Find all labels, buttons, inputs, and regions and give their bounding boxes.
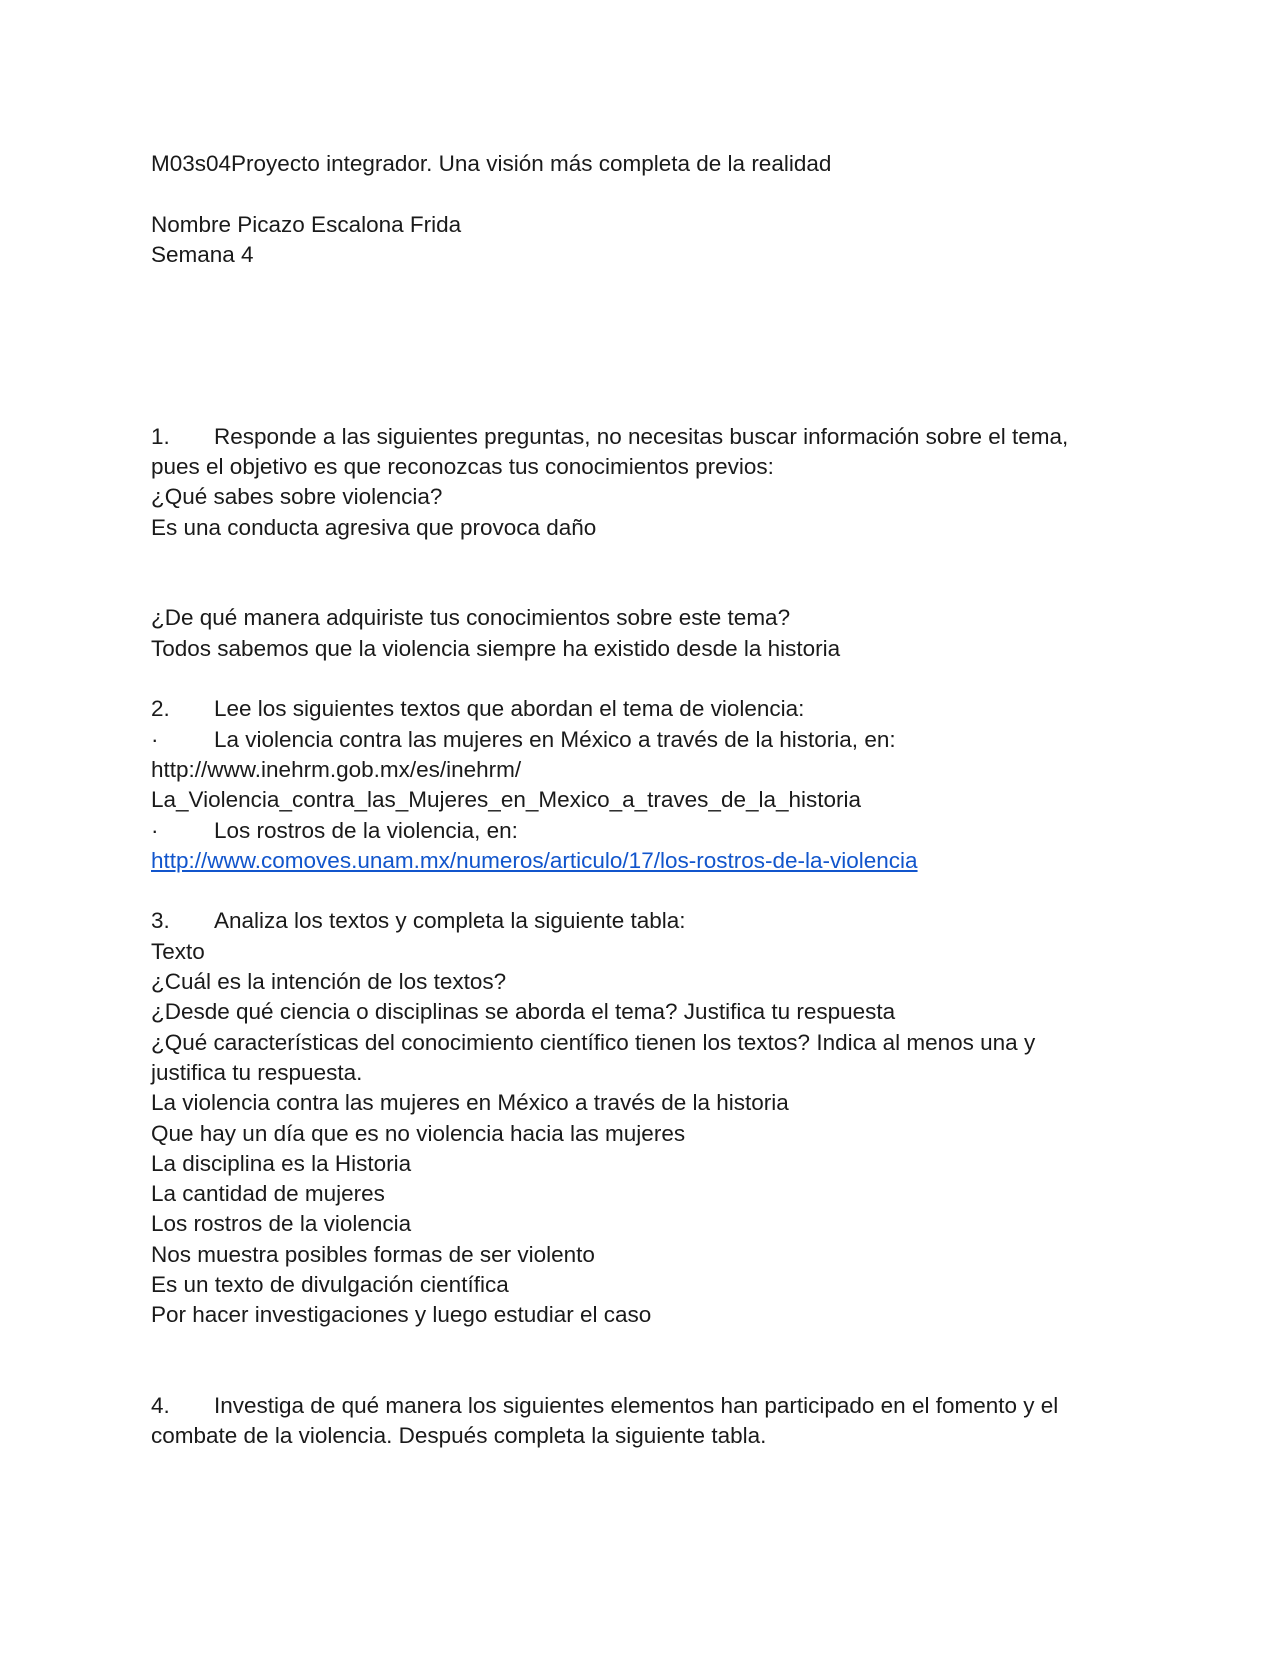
bullet-icon: · [151, 817, 159, 843]
q1-answer-b: Todos sabemos que la violencia siempre ha existido desde la historia [151, 635, 841, 661]
spacer [151, 391, 1131, 421]
q4-number: 4. [151, 1393, 170, 1419]
spacer [151, 331, 1131, 361]
q2-item-1-url-line2: La_Violencia_contra_las_Mujeres_en_Mexico_a_traves_de_la_historia [151, 787, 862, 813]
student-name: Nombre Picazo Escalona Frida [151, 211, 462, 237]
q3-row2-texto: Los rostros de la violencia [151, 1211, 412, 1237]
q2-item-1 [151, 725, 1131, 755]
q4-prompt-continued: combate de la violencia. Después completa la siguiente tabla. [151, 1423, 767, 1449]
q3-number: 3. [151, 908, 170, 934]
q2-item-2-url-row [151, 846, 1131, 876]
spacer [151, 179, 1131, 209]
comoves-link[interactable]: http://www.comoves.unam.mx/numeros/articulo/17/los-rostros-de-la-violencia [151, 847, 918, 873]
q1-question-b: ¿De qué manera adquiriste tus conocimientos sobre este tema? [151, 605, 791, 631]
document-body [151, 149, 1131, 1452]
q1-prompt-text: Responde a las siguientes preguntas, no necesitas buscar información sobre el tema, [214, 423, 1069, 449]
q2-item-2 [151, 816, 1131, 846]
spacer [151, 573, 1131, 603]
q1-number: 1. [151, 423, 170, 449]
q1-answer-a: Es una conducta agresiva que provoca daño [151, 514, 597, 540]
q3-header-caracteristicas-continued: justifica tu respuesta. [151, 1059, 363, 1085]
spacer [151, 270, 1131, 300]
q4-prompt-text: Investiga de qué manera los siguientes elementos han participado en el fomento y el [214, 1393, 1059, 1419]
q3-header-caracteristicas: ¿Qué características del conocimiento científico tienen los textos? Indica al menos una y [151, 1029, 1036, 1055]
q3-header-texto: Texto [151, 938, 205, 964]
q3-row1-texto: La violencia contra las mujeres en México a través de la historia [151, 1090, 789, 1116]
q3-row2-caracteristicas: Por hacer investigaciones y luego estudiar el caso [151, 1302, 652, 1328]
q2-item-2-text: Los rostros de la violencia, en: [214, 817, 518, 843]
q3-row1-ciencia: La disciplina es la Historia [151, 1150, 412, 1176]
spacer [151, 1331, 1131, 1361]
spacer [151, 543, 1131, 573]
spacer [151, 300, 1131, 330]
bullet-icon: · [151, 726, 159, 752]
q1-prompt [151, 422, 1131, 452]
spacer [151, 664, 1131, 694]
q2-prompt-text: Lee los siguientes textos que abordan el tema de violencia: [214, 696, 805, 722]
q3-row2-intencion: Nos muestra posibles formas de ser violento [151, 1241, 595, 1267]
q2-item-1-text: La violencia contra las mujeres en México a través de la historia, en: [214, 726, 896, 752]
q3-header-intencion: ¿Cuál es la intención de los textos? [151, 969, 507, 995]
q3-prompt-text: Analiza los textos y completa la siguiente tabla: [214, 908, 686, 934]
q4-prompt [151, 1391, 1131, 1421]
q1-question-a: ¿Qué sabes sobre violencia? [151, 484, 443, 510]
q2-prompt [151, 694, 1131, 724]
q2-number: 2. [151, 696, 170, 722]
document-title: M03s04Proyecto integrador. Una visión más completa de la realidad [151, 151, 832, 176]
q3-prompt [151, 906, 1131, 936]
q3-header-ciencia: ¿Desde qué ciencia o disciplinas se aborda el tema? Justifica tu respuesta [151, 999, 896, 1025]
q1-prompt-continued: pues el objetivo es que reconozcas tus conocimientos previos: [151, 453, 774, 479]
week-label: Semana 4 [151, 241, 254, 267]
q3-row2-ciencia: Es un texto de divulgación científica [151, 1271, 509, 1297]
spacer [151, 876, 1131, 906]
spacer [151, 1361, 1131, 1391]
q3-row1-caracteristicas: La cantidad de mujeres [151, 1181, 385, 1207]
spacer [151, 361, 1131, 391]
q3-row1-intencion: Que hay un día que es no violencia hacia las mujeres [151, 1120, 686, 1146]
q2-item-1-url-line1: http://www.inehrm.gob.mx/es/inehrm/ [151, 756, 522, 782]
